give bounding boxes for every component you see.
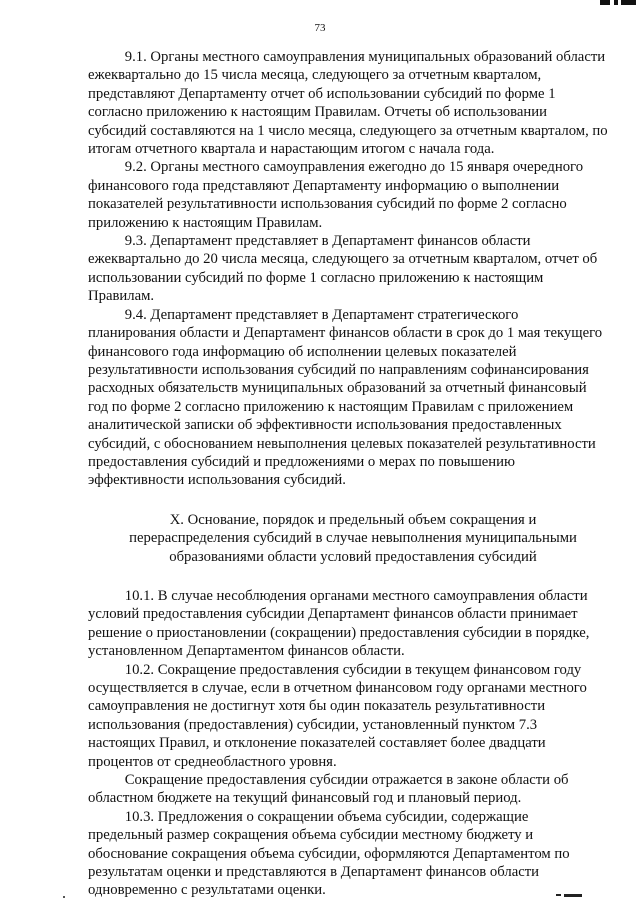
paragraph-9-2: 9.2. Органы местного самоуправления ежегодно до 15 января очередного финансового года представляют Департаменту информацию о выполнении показателей результативности использования субсидий по форме 2 согласно приложению к настоящим Правилам. xyxy=(88,159,584,231)
paragraph-10-2: 10.2. Сокращение предоставления субсидии в текущем финансовом году осуществляется в случае, если в отчетном финансовом году органами местного самоуправления не достигнут хотя бы один показатель результативности использования (предоставления) субсидии, установленный пунктом 7.3 настоящих Правил, и отклонение показателей составляет более двадцати процентов от среднеобластного уровня. xyxy=(88,661,587,770)
document-body xyxy=(88,48,618,900)
section-heading: X. Основание, порядок и предельный объем сокращения и перераспределения субсидий в случае невыполнения муниципальными образованиями области условий предоставления субсидий xyxy=(129,511,577,565)
scan-mark-bottom xyxy=(556,893,582,899)
paragraph-10-2-continued: Сокращение предоставления субсидии отражается в законе области об областном бюджете на текущий финансовый год и плановый период. xyxy=(88,772,569,807)
page-number: 73 xyxy=(314,22,326,34)
paragraph-10-3: 10.3. Предложения о сокращении объема субсидии, содержащие предельный размер сокращения объема субсидии местному бюджету и обоснование сокращения объема субсидии, оформляются Департаментом по результатам оценки и представляются в Департамент финансов области одновременно с результатами оценки. xyxy=(88,808,570,899)
paragraph-9-4: 9.4. Департамент представляет в Департамент стратегического планирования области и Департамент финансов области в срок до 1 мая текущего финансового года информацию об исполнении целевых показателей результативности использования субсидий по направлениям софинансирования расходных обязательств муниципальных образований за отчетный финансовый год по форме 2 согласно приложению к настоящим Правилам с приложением аналитической записки об эффективности использования предоставленных субсидий, с обоснованием невыполнения целевых показателей результативности предоставления субсидий и предложениями о мерах по повышению эффективности использования субсидий. xyxy=(88,306,603,489)
scan-dot xyxy=(63,896,65,898)
paragraph-10-1: 10.1. В случае несоблюдения органами местного самоуправления области условий предоставления субсидии Департамент финансов области принимает решение о приостановлении (сокращении) предоставления субсидии в порядке, установленном Департаментом финансов области. xyxy=(88,587,590,660)
paragraph-9-3: 9.3. Департамент представляет в Департамент финансов области ежеквартально до 20 числа месяца, следующего за отчетным кварталом, отчет об использовании субсидий по форме 1 согласно приложению к настоящим Правилам. xyxy=(88,233,598,305)
scan-mark-top xyxy=(600,0,636,8)
paragraph-9-1: 9.1. Органы местного самоуправления муниципальных образований области ежеквартально до 15 числа месяца, следующего за отчетным кварталом, представляют Департаменту отчет об использовании субсидий по форме 1 согласно приложению к настоящим Правилам. Отчеты об использовании субсидий составляются на 1 число месяца, следующего за отчетным кварталом, по итогам отчетного квартала и нарастающим итогом с начала года. xyxy=(88,49,608,158)
